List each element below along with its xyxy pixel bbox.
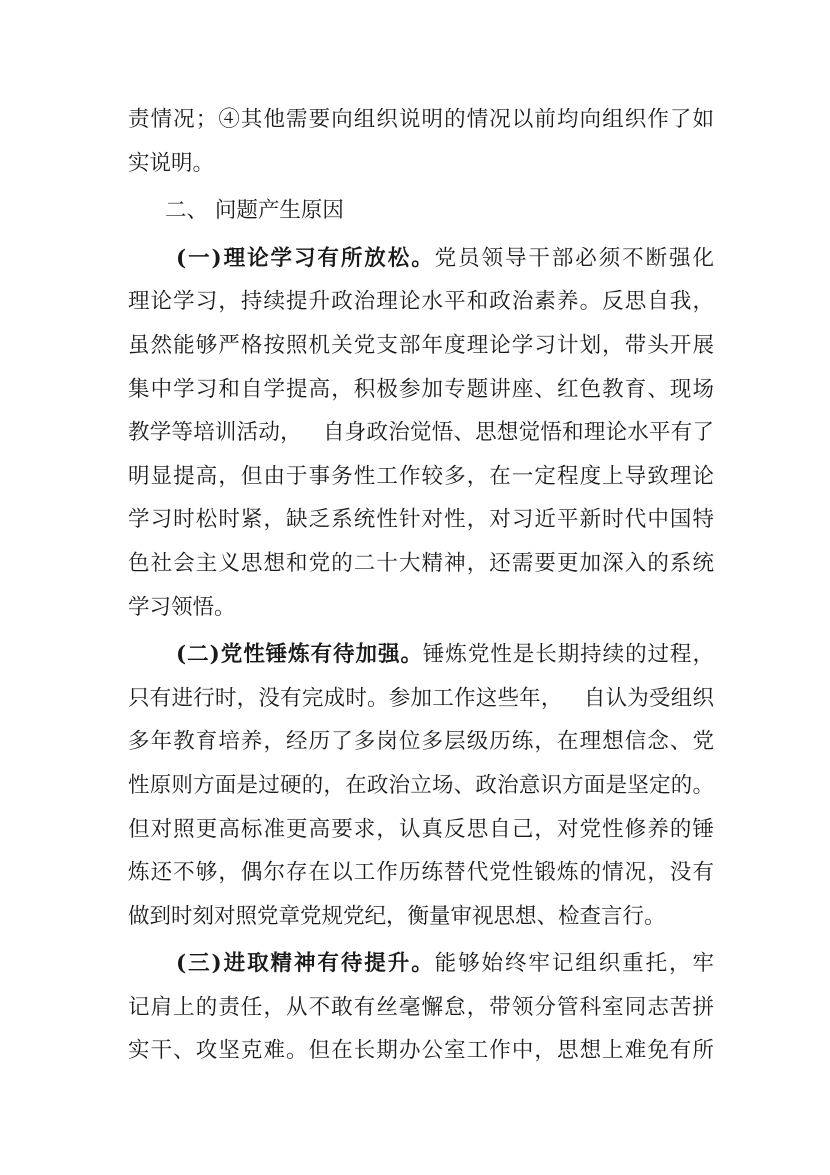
text-line: 实说明。 [128,150,215,176]
document-body [128,98,714,1073]
text-line: 色社会主义思想和党的二十大精神，还需要更加深入的系统 [128,550,714,576]
text-line: 但对照更高标准更高要求，认真反思自己，对党性修养的锤 [128,816,714,842]
paragraph-title: (一)理论学习有所放松。 [176,245,435,271]
text-span: 能够始终牢记组织重托，牢 [434,951,714,977]
text-line: 学习时松时紧，缺乏系统性针对性，对习近平新时代中国特 [128,507,714,533]
text-line: 学习领悟。 [128,594,236,620]
text-line: 明显提高，但由于事务性工作较多，在一定程度上导致理论 [128,463,714,489]
text-line: 记肩上的责任，从不敢有丝毫懈怠，带领分管科室同志苦拼 [128,994,714,1020]
text-span: 党员领导干部必须不断强化 [434,245,714,271]
section-heading: 二、 问题产生原因 [165,198,344,224]
text-line: 理论学习，持续提升政治理论水平和政治素养。反思自我， [128,289,714,315]
paragraph-first-line [128,942,714,986]
paragraph-title: (三)进取精神有待提升。 [176,951,435,977]
text-line: 做到时刻对照党章党规党纪，衡量审视思想、检查言行。 [128,903,666,929]
text-line: 多年教育培养，经历了多岗位多层级历练，在理想信念、党 [128,729,714,755]
text-line: 只有进行时，没有完成时。参加工作这些年， 自认为受组织 [128,685,714,711]
text-line: 实干、攻坚克难。但在长期办公室工作中，思想上难免有所 [128,1038,714,1064]
text-line: 集中学习和自学提高，积极参加专题讲座、红色教育、现场 [128,376,714,402]
text-line: 教学等培训活动， 自身政治觉悟、思想觉悟和理论水平有了 [128,420,714,446]
text-line: 责情况；④其他需要向组织说明的情况以前均向组织作了如 [128,107,714,132]
paragraph-first-line [128,633,714,677]
text-line: 性原则方面是过硬的，在政治立场、政治意识方面是坚定的。 [128,772,714,798]
text-span: 锤炼党性是长期持续的过程， [422,642,714,668]
paragraph-first-line [128,237,714,281]
text-line: 炼还不够，偶尔存在以工作历练替代党性锻炼的情况，没有 [128,860,714,886]
paragraph-title: (二)党性锤炼有待加强。 [176,642,423,668]
text-line: 虽然能够严格按照机关党支部年度理论学习计划，带头开展 [128,332,714,358]
